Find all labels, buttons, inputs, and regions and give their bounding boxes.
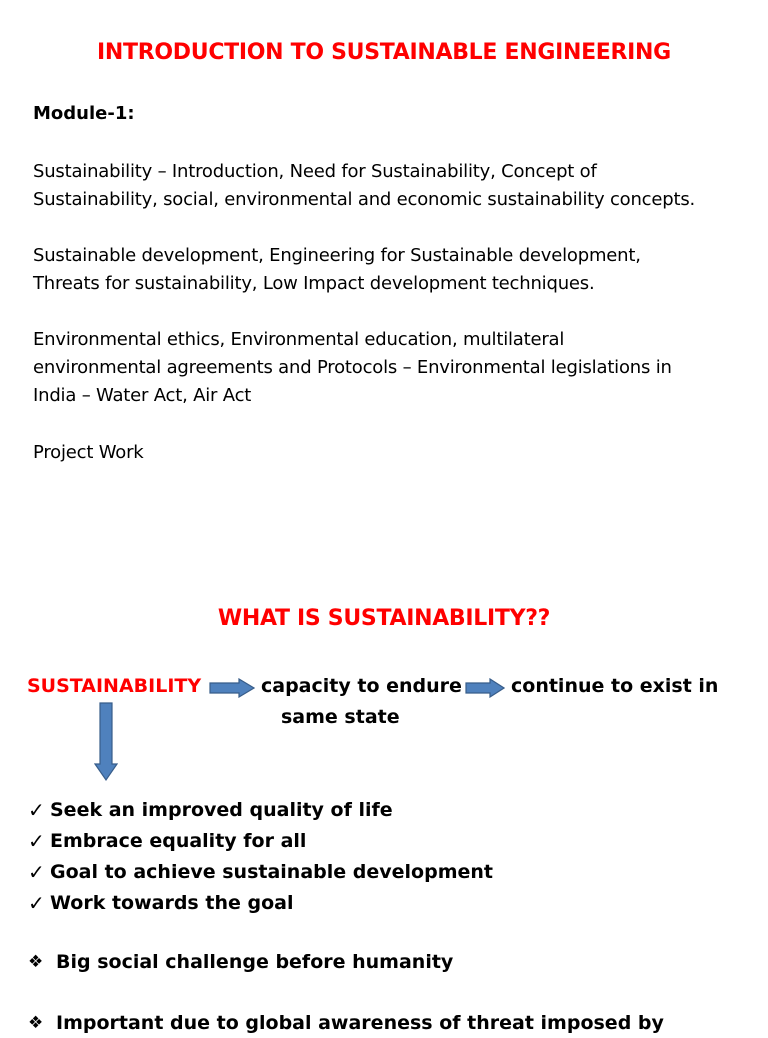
paragraph-line: Environmental ethics, Environmental education, multilateral: [33, 329, 565, 350]
paragraph-line: Sustainability, social, environmental and economic sustainability concepts.: [33, 189, 696, 210]
paragraph-line: environmental agreements and Protocols – Environmental legislations in: [33, 357, 672, 378]
paragraph-sustainability: [33, 158, 753, 214]
goal-checklist: [28, 794, 493, 918]
paragraph-line: Threats for sustainability, Low Impact development techniques.: [33, 273, 595, 294]
list-item: [28, 794, 493, 825]
bullet-item: [28, 947, 453, 977]
arrow-right-icon: [465, 678, 505, 698]
arrow-right-icon: [209, 678, 255, 698]
diamond-bullet-icon: ❖: [28, 1013, 44, 1033]
list-item: [28, 856, 493, 887]
check-icon: ✓: [28, 797, 45, 822]
title-introduction: INTRODUCTION TO SUSTAINABLE ENGINEERING: [97, 40, 671, 65]
sustainability-term: SUSTAINABILITY: [27, 675, 202, 697]
paragraph-line: India – Water Act, Air Act: [33, 385, 252, 406]
list-item-text: Goal to achieve sustainable development: [50, 860, 493, 883]
list-item-text: Embrace equality for all: [50, 829, 307, 852]
flow-step-continue: continue to exist in: [511, 675, 719, 697]
list-item: [28, 825, 493, 856]
bullet-item: [28, 1008, 664, 1038]
list-item-text: Seek an improved quality of life: [50, 798, 393, 821]
diamond-bullet-icon: ❖: [28, 952, 44, 972]
paragraph-line: Sustainability – Introduction, Need for Sustainability, Concept of: [33, 161, 597, 182]
module-label: Module-1:: [33, 103, 135, 124]
list-item-text: Work towards the goal: [50, 891, 294, 914]
flow-step-continue-2: same state: [281, 706, 400, 728]
flow-step-capacity: capacity to endure: [261, 675, 462, 697]
arrow-down-icon: [94, 702, 118, 782]
title-what-is-sustainability: WHAT IS SUSTAINABILITY??: [217, 606, 551, 631]
check-icon: ✓: [28, 859, 45, 884]
paragraph-project-work: [33, 439, 753, 467]
check-icon: ✓: [28, 890, 45, 915]
paragraph-line: Project Work: [33, 442, 144, 463]
bullet-text: Important due to global awareness of threat imposed by: [56, 1012, 664, 1034]
bullet-text: Big social challenge before humanity: [56, 951, 454, 973]
paragraph-sustainable-development: [33, 242, 753, 298]
paragraph-line: Sustainable development, Engineering for Sustainable development,: [33, 245, 641, 266]
paragraph-environmental-ethics: [33, 326, 753, 410]
check-icon: ✓: [28, 828, 45, 853]
list-item: [28, 887, 493, 918]
flow-row: [0, 672, 768, 728]
